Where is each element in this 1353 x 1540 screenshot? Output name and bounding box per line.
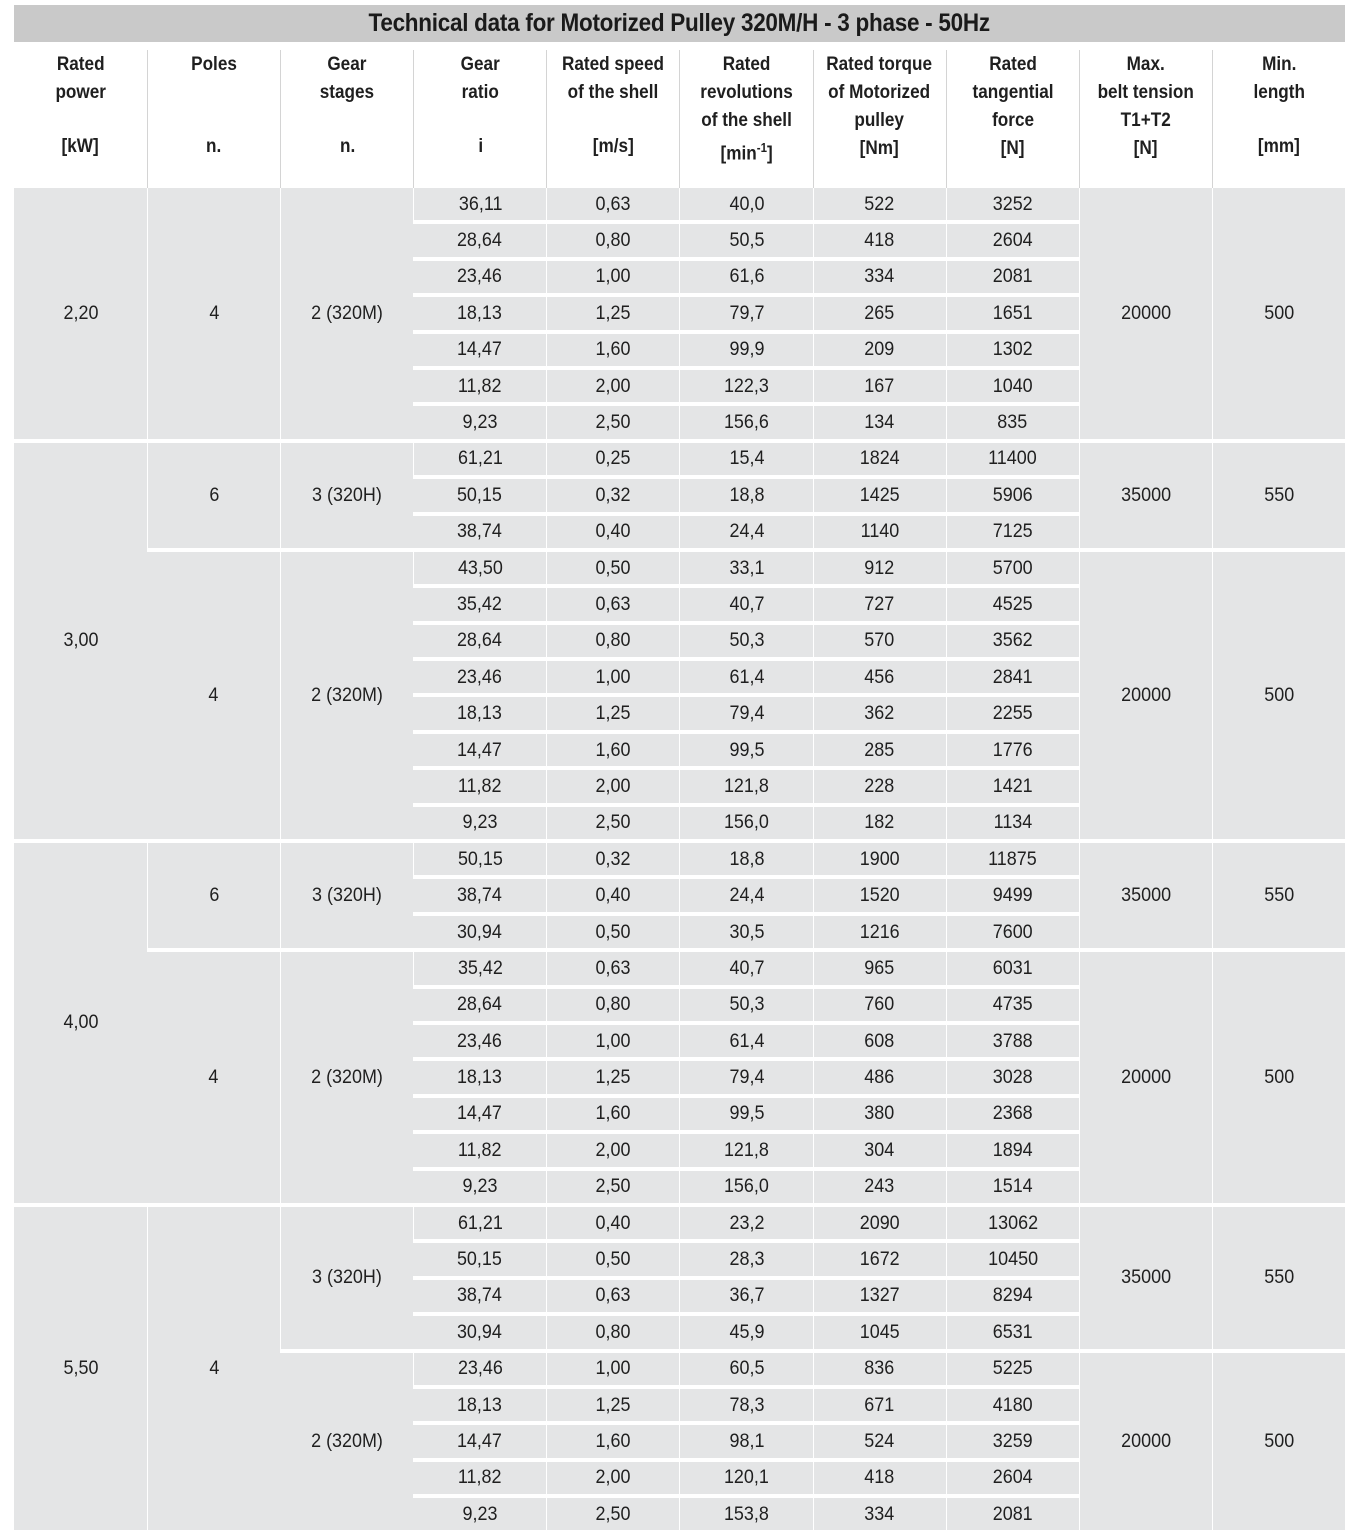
cell-revolutions: 15,4	[679, 439, 812, 475]
cell-force: 3562	[946, 621, 1079, 657]
cell-force: 4180	[946, 1385, 1079, 1421]
cell-revolutions: 79,4	[679, 693, 812, 729]
cell-speed: 0,80	[546, 621, 679, 657]
cell-gear-ratio: 14,47	[413, 1094, 546, 1130]
cell-gear-ratio: 23,46	[413, 1349, 546, 1385]
cell-force: 1302	[946, 330, 1079, 366]
cell-gear-ratio: 11,82	[413, 1130, 546, 1166]
table-row	[14, 548, 1345, 584]
cell-speed: 1,00	[546, 657, 679, 693]
cell-torque: 486	[813, 1057, 946, 1093]
header-gear-ratio	[413, 50, 546, 188]
header-min-length	[1212, 50, 1345, 188]
cell-torque: 2090	[813, 1203, 946, 1239]
cell-speed: 1,25	[546, 693, 679, 729]
cell-force: 9499	[946, 875, 1079, 911]
cell-revolutions: 28,3	[679, 1239, 812, 1275]
cell-gear-ratio: 18,13	[413, 1057, 546, 1093]
cell-speed: 0,50	[546, 548, 679, 584]
header-label: Rated speed of the shell	[562, 53, 665, 103]
cell-gear-ratio: 38,74	[413, 875, 546, 911]
cell-force: 11400	[946, 439, 1079, 475]
cell-revolutions: 24,4	[679, 875, 812, 911]
cell-speed: 2,50	[546, 1494, 679, 1530]
cell-torque: 362	[813, 693, 946, 729]
cell-speed: 0,63	[546, 1276, 679, 1312]
cell-torque: 1216	[813, 912, 946, 948]
cell-force: 13062	[946, 1203, 1079, 1239]
table-body	[14, 188, 1345, 1530]
technical-data-table	[14, 50, 1345, 1530]
cell-revolutions: 50,5	[679, 220, 812, 256]
cell-speed: 2,00	[546, 1130, 679, 1166]
cell-speed: 0,80	[546, 220, 679, 256]
cell-revolutions: 23,2	[679, 1203, 812, 1239]
cell-revolutions: 61,6	[679, 257, 812, 293]
table-header	[14, 50, 1345, 188]
cell-gear-ratio: 28,64	[413, 220, 546, 256]
header-unit: [m/s]	[592, 135, 634, 157]
header-max-belt-tension	[1079, 50, 1212, 188]
cell-torque: 1425	[813, 475, 946, 511]
cell-speed: 2,00	[546, 1458, 679, 1494]
cell-gear-stages: 2 (320M)	[280, 948, 413, 1203]
cell-speed: 0,80	[546, 1312, 679, 1348]
cell-speed: 0,40	[546, 512, 679, 548]
cell-torque: 285	[813, 730, 946, 766]
cell-revolutions: 60,5	[679, 1349, 812, 1385]
cell-speed: 0,80	[546, 985, 679, 1021]
cell-rated-power: 2,20	[14, 188, 147, 439]
table-row	[14, 188, 1345, 220]
cell-min-length: 500	[1212, 948, 1345, 1203]
cell-torque: 228	[813, 766, 946, 802]
cell-speed: 1,60	[546, 1421, 679, 1457]
cell-gear-stages: 3 (320H)	[280, 1203, 413, 1349]
cell-revolutions: 50,3	[679, 985, 812, 1021]
cell-force: 4525	[946, 584, 1079, 620]
cell-max-belt-tension: 20000	[1079, 1349, 1212, 1531]
cell-gear-ratio: 28,64	[413, 621, 546, 657]
cell-force: 7600	[946, 912, 1079, 948]
cell-force: 2604	[946, 1458, 1079, 1494]
cell-max-belt-tension: 20000	[1079, 548, 1212, 839]
header-label: Max. belt tension T1+T2	[1097, 53, 1194, 131]
cell-torque: 380	[813, 1094, 946, 1130]
cell-min-length: 500	[1212, 188, 1345, 439]
table-row	[14, 948, 1345, 984]
cell-revolutions: 156,0	[679, 803, 812, 839]
cell-min-length: 550	[1212, 439, 1345, 548]
header-unit: [N]	[1000, 137, 1025, 159]
cell-revolutions: 120,1	[679, 1458, 812, 1494]
header-unit: $[\min^{-1}]$	[720, 140, 773, 165]
cell-poles: 4	[147, 1203, 280, 1531]
cell-torque: 304	[813, 1130, 946, 1166]
cell-gear-ratio: 9,23	[413, 1494, 546, 1530]
cell-gear-ratio: 23,46	[413, 657, 546, 693]
cell-force: 5225	[946, 1349, 1079, 1385]
cell-gear-ratio: 9,23	[413, 1167, 546, 1203]
cell-speed: 0,32	[546, 839, 679, 875]
cell-force: 1421	[946, 766, 1079, 802]
cell-revolutions: 40,7	[679, 584, 812, 620]
cell-revolutions: 45,9	[679, 1312, 812, 1348]
cell-speed: 1,00	[546, 257, 679, 293]
cell-gear-ratio: 50,15	[413, 475, 546, 511]
cell-torque: 334	[813, 1494, 946, 1530]
cell-gear-stages: 3 (320H)	[280, 439, 413, 548]
cell-gear-stages: 2 (320M)	[280, 188, 413, 439]
cell-gear-ratio: 11,82	[413, 366, 546, 402]
cell-torque: 1045	[813, 1312, 946, 1348]
cell-poles: 6	[147, 439, 280, 548]
cell-speed: 1,60	[546, 330, 679, 366]
cell-gear-ratio: 35,42	[413, 584, 546, 620]
cell-force: 2604	[946, 220, 1079, 256]
cell-speed: 2,00	[546, 766, 679, 802]
cell-poles: 4	[147, 188, 280, 439]
header-label: Min. length	[1253, 53, 1305, 103]
cell-torque: 760	[813, 985, 946, 1021]
cell-max-belt-tension: 35000	[1079, 1203, 1212, 1349]
cell-revolutions: 79,7	[679, 293, 812, 329]
cell-torque: 522	[813, 188, 946, 220]
cell-torque: 134	[813, 402, 946, 438]
cell-poles: 6	[147, 839, 280, 948]
cell-torque: 334	[813, 257, 946, 293]
cell-force: 2081	[946, 1494, 1079, 1530]
cell-force: 1894	[946, 1130, 1079, 1166]
cell-speed: 0,63	[546, 188, 679, 220]
cell-torque: 1900	[813, 839, 946, 875]
cell-speed: 2,00	[546, 366, 679, 402]
cell-revolutions: 122,3	[679, 366, 812, 402]
cell-gear-ratio: 50,15	[413, 839, 546, 875]
cell-force: 11875	[946, 839, 1079, 875]
cell-speed: 1,00	[546, 1021, 679, 1057]
cell-force: 835	[946, 402, 1079, 438]
cell-force: 10450	[946, 1239, 1079, 1275]
cell-revolutions: 61,4	[679, 657, 812, 693]
cell-revolutions: 36,7	[679, 1276, 812, 1312]
cell-speed: 0,50	[546, 1239, 679, 1275]
cell-rated-power: 3,00	[14, 439, 147, 839]
cell-torque: 243	[813, 1167, 946, 1203]
header-unit: [mm]	[1257, 135, 1300, 157]
cell-force: 2368	[946, 1094, 1079, 1130]
cell-torque: 418	[813, 220, 946, 256]
cell-revolutions: 18,8	[679, 475, 812, 511]
table-row	[14, 1203, 1345, 1239]
cell-gear-ratio: 35,42	[413, 948, 546, 984]
cell-gear-ratio: 11,82	[413, 766, 546, 802]
header-unit: [Nm]	[860, 137, 900, 159]
cell-revolutions: 61,4	[679, 1021, 812, 1057]
cell-rated-power: 4,00	[14, 839, 147, 1203]
cell-min-length: 550	[1212, 1203, 1345, 1349]
cell-speed: 0,40	[546, 875, 679, 911]
header-label: Rated torque of Motorized pulley	[826, 53, 933, 131]
cell-speed: 1,60	[546, 1094, 679, 1130]
cell-gear-ratio: 14,47	[413, 730, 546, 766]
header-rated-revolutions	[679, 50, 812, 188]
cell-force: 7125	[946, 512, 1079, 548]
cell-gear-ratio: 30,94	[413, 1312, 546, 1348]
cell-force: 1514	[946, 1167, 1079, 1203]
cell-gear-ratio: 9,23	[413, 402, 546, 438]
cell-gear-stages: 2 (320M)	[280, 1349, 413, 1531]
cell-speed: 2,50	[546, 1167, 679, 1203]
cell-force: 8294	[946, 1276, 1079, 1312]
cell-gear-ratio: 28,64	[413, 985, 546, 1021]
header-label: Rated power	[55, 53, 106, 103]
cell-speed: 2,50	[546, 803, 679, 839]
header-poles	[147, 50, 280, 188]
header-row	[14, 50, 1345, 188]
cell-speed: 0,40	[546, 1203, 679, 1239]
cell-speed: 0,25	[546, 439, 679, 475]
cell-revolutions: 121,8	[679, 1130, 812, 1166]
cell-gear-ratio: 23,46	[413, 1021, 546, 1057]
header-unit: [kW]	[61, 135, 100, 157]
cell-revolutions: 33,1	[679, 548, 812, 584]
cell-speed: 1,00	[546, 1349, 679, 1385]
cell-gear-stages: 2 (320M)	[280, 548, 413, 839]
cell-min-length: 500	[1212, 1349, 1345, 1531]
cell-speed: 1,25	[546, 1057, 679, 1093]
cell-torque: 1824	[813, 439, 946, 475]
cell-max-belt-tension: 35000	[1079, 839, 1212, 948]
cell-revolutions: 78,3	[679, 1385, 812, 1421]
cell-revolutions: 50,3	[679, 621, 812, 657]
header-label: Gear stages	[320, 53, 375, 103]
cell-torque: 1520	[813, 875, 946, 911]
cell-poles: 4	[147, 948, 280, 1203]
header-rated-power	[14, 50, 147, 188]
header-tangential-force	[946, 50, 1079, 188]
cell-speed: 0,63	[546, 584, 679, 620]
cell-force: 2255	[946, 693, 1079, 729]
cell-torque: 965	[813, 948, 946, 984]
header-label: Gear ratio	[460, 53, 500, 103]
cell-torque: 1672	[813, 1239, 946, 1275]
cell-gear-ratio: 50,15	[413, 1239, 546, 1275]
cell-gear-ratio: 23,46	[413, 257, 546, 293]
cell-gear-ratio: 38,74	[413, 1276, 546, 1312]
cell-gear-ratio: 9,23	[413, 803, 546, 839]
cell-torque: 570	[813, 621, 946, 657]
header-unit: [N]	[1133, 137, 1158, 159]
cell-torque: 524	[813, 1421, 946, 1457]
cell-max-belt-tension: 20000	[1079, 188, 1212, 439]
cell-rated-power: 5,50	[14, 1203, 147, 1531]
cell-revolutions: 30,5	[679, 912, 812, 948]
cell-max-belt-tension: 35000	[1079, 439, 1212, 548]
cell-force: 2081	[946, 257, 1079, 293]
cell-torque: 608	[813, 1021, 946, 1057]
cell-force: 2841	[946, 657, 1079, 693]
cell-revolutions: 18,8	[679, 839, 812, 875]
cell-force: 5906	[946, 475, 1079, 511]
cell-torque: 182	[813, 803, 946, 839]
table-row	[14, 439, 1345, 475]
cell-speed: 1,60	[546, 730, 679, 766]
cell-revolutions: 156,0	[679, 1167, 812, 1203]
cell-min-length: 500	[1212, 548, 1345, 839]
cell-speed: 2,50	[546, 402, 679, 438]
cell-force: 1776	[946, 730, 1079, 766]
cell-force: 6031	[946, 948, 1079, 984]
cell-force: 3788	[946, 1021, 1079, 1057]
header-rated-torque	[813, 50, 946, 188]
cell-gear-ratio: 18,13	[413, 293, 546, 329]
cell-torque: 727	[813, 584, 946, 620]
cell-torque: 912	[813, 548, 946, 584]
cell-torque: 209	[813, 330, 946, 366]
cell-torque: 671	[813, 1385, 946, 1421]
cell-gear-ratio: 30,94	[413, 912, 546, 948]
cell-speed: 0,50	[546, 912, 679, 948]
cell-max-belt-tension: 20000	[1079, 948, 1212, 1203]
cell-force: 3259	[946, 1421, 1079, 1457]
cell-force: 4735	[946, 985, 1079, 1021]
cell-speed: 1,25	[546, 293, 679, 329]
cell-gear-ratio: 14,47	[413, 330, 546, 366]
cell-revolutions: 24,4	[679, 512, 812, 548]
cell-force: 6531	[946, 1312, 1079, 1348]
cell-revolutions: 79,4	[679, 1057, 812, 1093]
header-unit: i	[477, 135, 483, 157]
table-row	[14, 839, 1345, 875]
cell-revolutions: 153,8	[679, 1494, 812, 1530]
cell-torque: 836	[813, 1349, 946, 1385]
table-title: Technical data for Motorized Pulley 320M/H - 3 phase - 50Hz	[368, 9, 991, 37]
cell-revolutions: 99,9	[679, 330, 812, 366]
cell-force: 1134	[946, 803, 1079, 839]
cell-speed: 1,25	[546, 1385, 679, 1421]
cell-min-length: 550	[1212, 839, 1345, 948]
cell-gear-ratio: 11,82	[413, 1458, 546, 1494]
header-gear-stages	[280, 50, 413, 188]
header-label: Poles	[191, 53, 238, 75]
header-label: Rated tangential force	[972, 53, 1054, 131]
cell-torque: 167	[813, 366, 946, 402]
cell-revolutions: 40,0	[679, 188, 812, 220]
cell-force: 3252	[946, 188, 1079, 220]
header-unit: n.	[206, 135, 222, 157]
cell-revolutions: 121,8	[679, 766, 812, 802]
cell-speed: 0,63	[546, 948, 679, 984]
cell-revolutions: 99,5	[679, 1094, 812, 1130]
table-title-bar	[14, 5, 1345, 42]
cell-gear-ratio: 36,11	[413, 188, 546, 220]
cell-gear-ratio: 38,74	[413, 512, 546, 548]
cell-gear-ratio: 61,21	[413, 439, 546, 475]
cell-gear-stages: 3 (320H)	[280, 839, 413, 948]
cell-torque: 418	[813, 1458, 946, 1494]
cell-torque: 1140	[813, 512, 946, 548]
cell-force: 1040	[946, 366, 1079, 402]
cell-gear-ratio: 43,50	[413, 548, 546, 584]
header-rated-speed	[546, 50, 679, 188]
cell-revolutions: 99,5	[679, 730, 812, 766]
cell-speed: 0,32	[546, 475, 679, 511]
cell-force: 1651	[946, 293, 1079, 329]
cell-torque: 1327	[813, 1276, 946, 1312]
cell-revolutions: 40,7	[679, 948, 812, 984]
cell-gear-ratio: 18,13	[413, 693, 546, 729]
cell-torque: 265	[813, 293, 946, 329]
cell-revolutions: 156,6	[679, 402, 812, 438]
header-unit: n.	[339, 135, 355, 157]
cell-gear-ratio: 61,21	[413, 1203, 546, 1239]
cell-gear-ratio: 18,13	[413, 1385, 546, 1421]
cell-torque: 456	[813, 657, 946, 693]
cell-force: 5700	[946, 548, 1079, 584]
cell-revolutions: 98,1	[679, 1421, 812, 1457]
cell-poles: 4	[147, 548, 280, 839]
cell-gear-ratio: 14,47	[413, 1421, 546, 1457]
header-label: Rated revolutions of the shell	[700, 53, 793, 131]
cell-force: 3028	[946, 1057, 1079, 1093]
